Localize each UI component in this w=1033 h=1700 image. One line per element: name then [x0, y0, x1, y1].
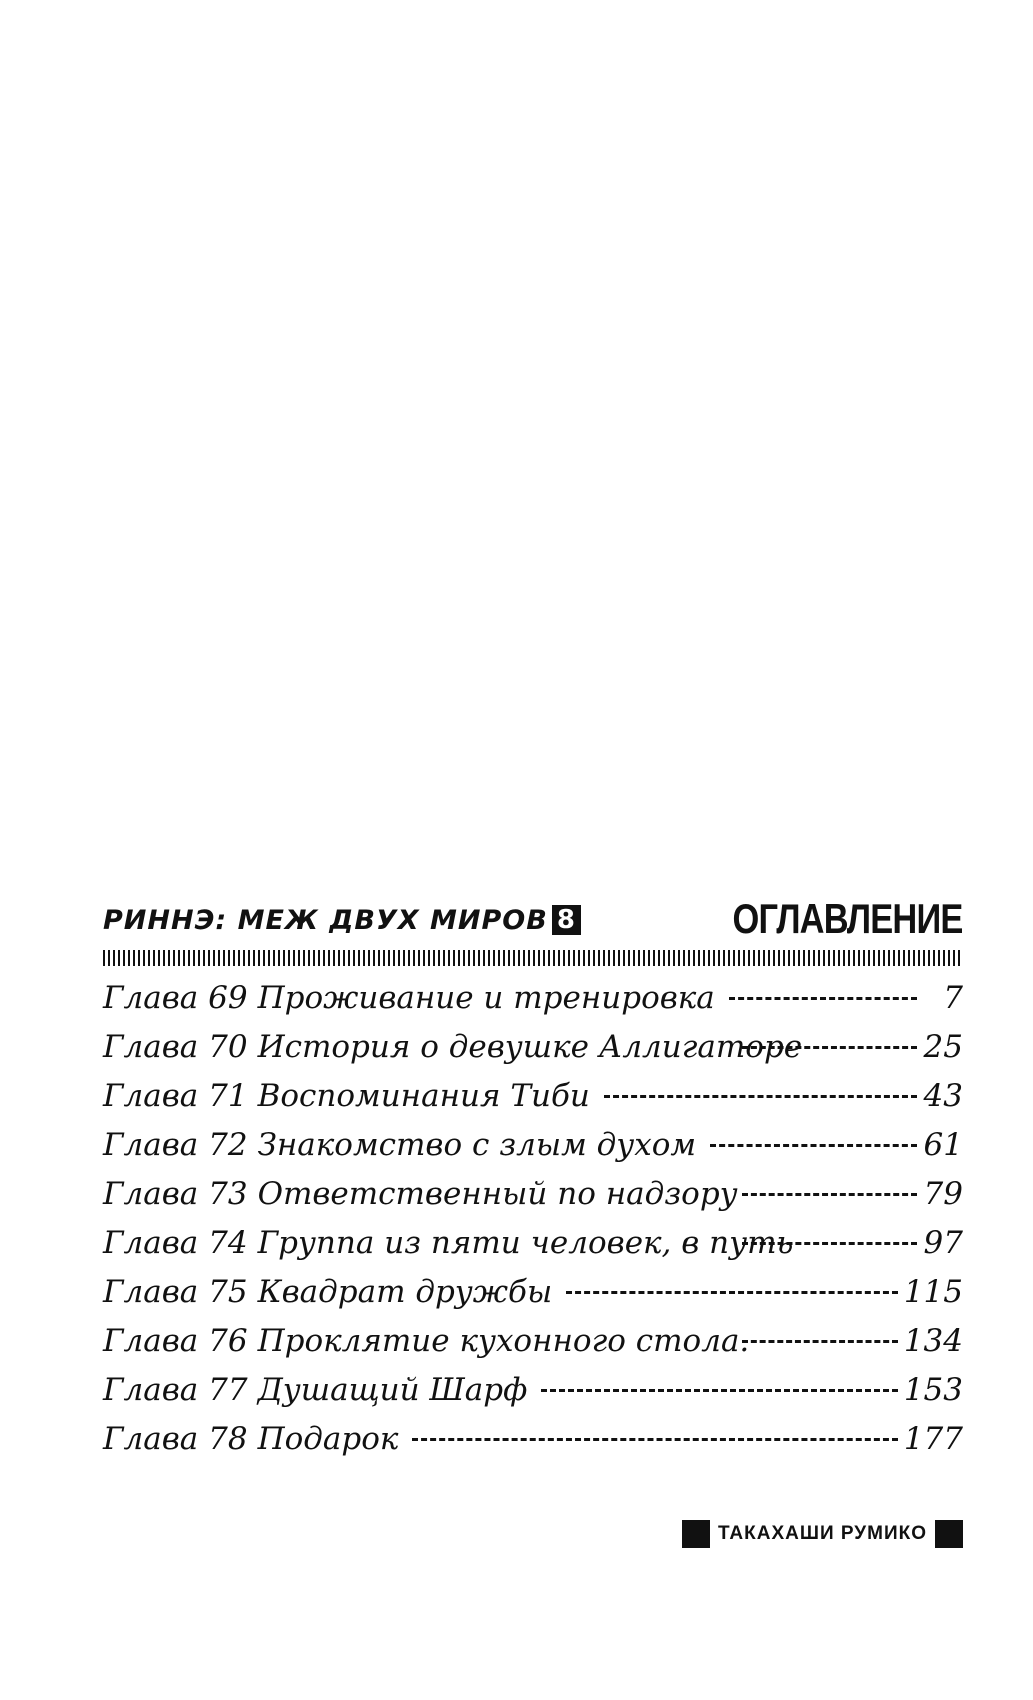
toc-page-number: 134 — [903, 1323, 963, 1359]
toc-entry[interactable] — [103, 1372, 963, 1421]
toc-chapter-number: Глава 69 — [103, 980, 248, 1016]
toc-chapter-name: Проклятие кухонного стола. — [257, 1323, 750, 1359]
toc-page-number: 177 — [903, 1421, 963, 1457]
toc-chapter-number: Глава 71 — [103, 1078, 248, 1114]
toc-dot-leader — [710, 1144, 917, 1147]
toc-dot-leader — [742, 1046, 917, 1049]
toc-dot-leader — [742, 1242, 917, 1245]
toc-entry[interactable] — [103, 1176, 963, 1225]
toc-entry[interactable] — [103, 1421, 963, 1470]
toc-dot-leader — [742, 1193, 917, 1196]
toc-chapter-number: Глава 73 — [103, 1176, 248, 1212]
volume-badge: 8 — [552, 905, 581, 935]
toc-page-number: 61 — [923, 1127, 963, 1163]
toc-chapter-number: Глава 77 — [103, 1372, 248, 1408]
toc-chapter-name: Воспоминания Тиби — [257, 1078, 590, 1114]
toc-entry[interactable] — [103, 1225, 963, 1274]
toc-dot-leader — [541, 1389, 897, 1392]
toc-dot-leader — [604, 1095, 917, 1098]
toc-chapter-number: Глава 75 — [103, 1274, 248, 1310]
toc-chapter-name: Знакомство с злым духом — [257, 1127, 697, 1163]
toc-entry[interactable] — [103, 1323, 963, 1372]
toc-entry[interactable] — [103, 980, 963, 1029]
toc-chapter-name: История о девушке Аллигаторе — [257, 1029, 803, 1065]
toc-chapter-number: Глава 74 — [103, 1225, 248, 1261]
toc-page-number: 25 — [923, 1029, 963, 1065]
toc-chapter-name: Квадрат дружбы — [257, 1274, 553, 1310]
decorative-tick-rule — [103, 950, 963, 966]
toc-chapter-name: Группа из пяти человек, в путь — [257, 1225, 794, 1261]
toc-chapter-number: Глава 76 — [103, 1323, 248, 1359]
toc-page-number: 97 — [923, 1225, 963, 1261]
toc-page-number: 7 — [943, 980, 963, 1016]
toc-chapter-number: Глава 70 — [103, 1029, 248, 1065]
black-square-ornament-left — [682, 1520, 710, 1548]
toc-entry[interactable] — [103, 1274, 963, 1323]
black-square-ornament-right — [935, 1520, 963, 1548]
toc-chapter-number: Глава 78 — [103, 1421, 248, 1457]
series-title — [103, 905, 581, 936]
toc-dot-leader — [742, 1340, 898, 1343]
author-name: ТАКАХАШИ РУМИКО — [718, 1523, 927, 1544]
toc-page-number: 153 — [903, 1372, 963, 1408]
toc-chapter-number: Глава 72 — [103, 1127, 248, 1163]
toc-page-number: 79 — [923, 1176, 963, 1212]
toc-page-number: 43 — [923, 1078, 963, 1114]
toc-dot-leader — [412, 1438, 897, 1441]
toc-header — [103, 895, 963, 945]
table-of-contents — [103, 980, 963, 1470]
toc-entry[interactable] — [103, 1078, 963, 1127]
toc-chapter-name: Подарок — [257, 1421, 399, 1457]
author-credit — [682, 1520, 963, 1548]
toc-chapter-name: Душащий Шарф — [257, 1372, 528, 1408]
series-title-text: РИННЭ: МЕЖ ДВУХ МИРОВ — [103, 905, 548, 936]
toc-dot-leader — [566, 1291, 898, 1294]
toc-page-number: 115 — [903, 1274, 963, 1310]
toc-heading: ОГЛАВЛЕНИЕ — [732, 895, 963, 942]
toc-entry[interactable] — [103, 1029, 963, 1078]
toc-chapter-name: Проживание и тренировка — [257, 980, 715, 1016]
toc-entry[interactable] — [103, 1127, 963, 1176]
toc-dot-leader — [729, 997, 917, 1000]
toc-chapter-name: Ответственный по надзору — [257, 1176, 738, 1212]
